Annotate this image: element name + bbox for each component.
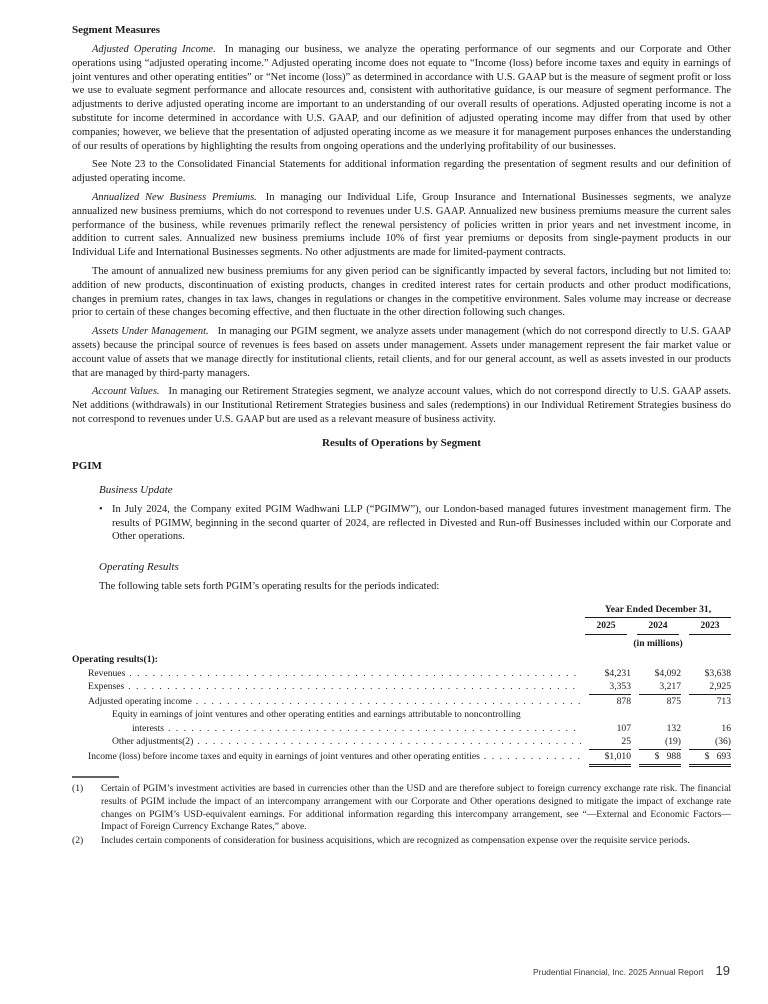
paragraph-text: The amount of annualized new business premiums for any given period can be significantly impacted by several factors, including but not limited to: addition of new products, discontinuation of existing products, changes in credited interest rates for certain products and other product modifications, changes in premium rates, changes in tax laws, changes in regulations or changes in the competitive environment. Sales volume may increase or decrease prior to certain of these changes becoming effective, and then fluctuate in the other direction following such changes. xyxy=(72,265,731,319)
year-column-2023: 2023 xyxy=(689,619,731,635)
table-row-expenses xyxy=(72,680,731,695)
year-columns xyxy=(585,619,731,635)
table-row-income-before-taxes xyxy=(72,750,731,768)
row-label: Expenses xyxy=(88,681,125,693)
dot-leader xyxy=(124,680,581,694)
footnotes xyxy=(72,783,731,847)
dot-leader xyxy=(480,750,581,764)
cell-value: (19) xyxy=(639,735,681,750)
paragraph-premium-factors xyxy=(72,265,731,320)
year-column-2024: 2024 xyxy=(637,619,679,635)
operating-results-heading: Operating Results xyxy=(99,561,179,574)
row-label-line2: interests xyxy=(132,722,164,734)
footer-page-number: 19 xyxy=(715,963,730,978)
row-label: Revenues xyxy=(88,667,126,679)
paragraph-lead-in: Adjusted Operating Income. xyxy=(92,44,216,55)
paragraph-lead-in: Annualized New Business Premiums. xyxy=(92,191,257,203)
cell-value: $1,010 xyxy=(589,750,631,768)
paragraph-see-note-23 xyxy=(72,158,731,186)
dot-leader xyxy=(193,735,581,749)
footnote-marker: (1) xyxy=(72,783,84,795)
footer-report-title: Prudential Financial, Inc. 2025 Annual Report xyxy=(532,967,704,977)
cell-value: $3,638 xyxy=(704,667,731,679)
cell-value: 132 xyxy=(666,722,681,734)
cell-value: $ 693 xyxy=(689,750,731,768)
cell-value: 3,353 xyxy=(589,680,631,695)
table-row-equity-in-earnings xyxy=(72,708,731,735)
cell-value: 16 xyxy=(721,722,731,734)
table-row-revenues xyxy=(72,667,731,681)
dot-leader xyxy=(192,695,581,709)
table-intro-text: The following table sets forth PGIM’s operating results for the periods indicated: xyxy=(99,581,440,593)
page-footer xyxy=(533,963,730,978)
section-heading: Segment Measures xyxy=(72,24,161,36)
units-label: (in millions) xyxy=(633,637,683,649)
dot-leader xyxy=(125,667,581,681)
period-header: Year Ended December 31, xyxy=(585,603,731,619)
paragraph-text: See Note 23 to the Consolidated Financial Statements for additional information regarding the presentation of segment results and our definition of adjusted operating income. xyxy=(72,159,731,185)
paragraph-adjusted-operating-income xyxy=(72,43,731,153)
operating-results-table xyxy=(72,603,731,768)
paragraph-lead-in: Account Values. xyxy=(92,386,160,398)
cell-value: 25 xyxy=(589,735,631,750)
footnote-1 xyxy=(72,783,731,833)
footnote-2 xyxy=(72,835,731,848)
paragraph-account-values xyxy=(72,385,731,426)
cell-value: 3,217 xyxy=(639,680,681,695)
dot-leader xyxy=(164,722,581,736)
cell-value: 713 xyxy=(716,695,731,707)
business-update-heading: Business Update xyxy=(99,483,173,496)
cell-value: $4,231 xyxy=(604,667,631,679)
cell-value: 878 xyxy=(616,695,631,707)
footnote-marker: (2) xyxy=(72,834,84,846)
row-label: Other adjustments(2) xyxy=(112,736,194,748)
table-header xyxy=(585,603,731,654)
row-label: Income (loss) before income taxes and equity in earnings of joint ventures and other operating entities xyxy=(88,750,480,762)
cell-value: 875 xyxy=(666,695,681,707)
paragraph-text: In managing our Retirement Strategies segment, we analyze account values, which do not correspond directly to U.S. GAAP assets. Net additions (withdrawals) in our Institutional Retirement Strategies business and sales (redemptions) in our Individual Retirement Strategies business do not correspond to revenues under U.S. GAAP but are used as a relevant measure of business activity. xyxy=(72,386,731,425)
pgim-segment-heading: PGIM xyxy=(72,459,102,472)
cell-value: (36) xyxy=(689,735,731,750)
footnote-text: Includes certain components of consideration for business acquisitions, which are recognized as compensation expense over the requisite service periods. xyxy=(101,834,690,846)
table-row-other-adjustments xyxy=(72,735,731,750)
cell-value: 2,925 xyxy=(689,680,731,695)
results-by-segment-heading: Results of Operations by Segment xyxy=(322,436,481,449)
paragraph-lead-in: Assets Under Management. xyxy=(92,326,209,338)
paragraph-text: In managing our PGIM segment, we analyze assets under management (which do not correspond directly to U.S. GAAP assets) because the principal source of revenues is fees based on assets under management. Assets under management represent the fair market value or account value of assets that we manage directly for institutional clients, retail clients, and for our general account, as well as assets invested in our products that are managed by third-party managers. xyxy=(72,326,731,379)
bullet-icon: • xyxy=(99,503,103,515)
table-row-adjusted-operating-income xyxy=(72,695,731,709)
business-update-bullet xyxy=(99,503,731,544)
bullet-text: In July 2024, the Company exited PGIM Wadhwani LLP (“PGIMW”), our London-based managed futures investment management firm. The results of PGIMW, beginning in the second quarter of 2024, are reflected in Divested and Run-off Businesses included within our Corporate and Other operations. xyxy=(112,503,731,543)
row-label-line1: Equity in earnings of joint ventures and other operating entities and earnings attributable to noncontrolling xyxy=(112,709,521,721)
pgim-subsection xyxy=(99,484,731,594)
paragraph-assets-under-management xyxy=(72,325,731,380)
footnote-separator xyxy=(72,776,119,778)
table-group-label: Operating results(1): xyxy=(72,654,158,666)
row-label: Adjusted operating income xyxy=(88,695,192,707)
year-column-2025: 2025 xyxy=(585,619,627,635)
paragraph-text: In managing our Individual Life, Group Insurance and International Businesses segments, we analyze annualized new business premiums, which do not correspond to revenues under U.S. GAAP. Annualized new business premiums measure the current sales performance of the business, while revenues primarily reflect the renewal persistency of policies written in prior years and net investment income, in addition to current sales. Annualized new business premiums include 10% of first year premiums or deposits from single-payment products in our Individual Life and International Businesses segments. No other adjustments are made for limited-payment contracts. xyxy=(72,191,731,259)
paragraph-annualized-new-business-premiums xyxy=(72,191,731,260)
paragraph-text: In managing our business, we analyze the operating performance of our segments and our Corporate and Other operations using “adjusted operating income.” Adjusted operating income does not equate to “Income (loss) before income taxes and equity in earnings of joint ventures and other operating entities” or “Net income (loss)” as determined in accordance with U.S. GAAP but is the measure of segment profit or loss we use to evaluate segment performance and allocate resources and, consistent with authoritative guidance, is our measure of segment performance. The adjustments to derive adjusted operating income are important to an understanding of our overall results of operations. Adjusted operating income is not a substitute for income determined in accordance with U.S. GAAP, and our definition of adjusted operating income may differ from that used by other companies; however, we believe that the presentation of adjusted operating income as we measure it for management purposes enhances the understanding of our results of operations by highlighting the results from ongoing operations and the underlying profitability of our businesses. xyxy=(72,44,731,152)
cell-value: $ 988 xyxy=(639,750,681,768)
footnote-text: Certain of PGIM’s investment activities are based in currencies other than the USD and are therefore subject to foreign currency exchange rate risk. The financial results of PGIM include the impact of an intercompany arrangement with our Corporate and Other operations designed to mitigate the impact of exchange rate changes on PGIM’s USD-equivalent earnings. For additional information regarding this intercompany arrangement, see “—External and Economic Factors—Impact of Foreign Currency Exchange Rates,” above. xyxy=(101,783,731,833)
cell-value: $4,092 xyxy=(654,667,681,679)
cell-value: 107 xyxy=(616,722,631,734)
